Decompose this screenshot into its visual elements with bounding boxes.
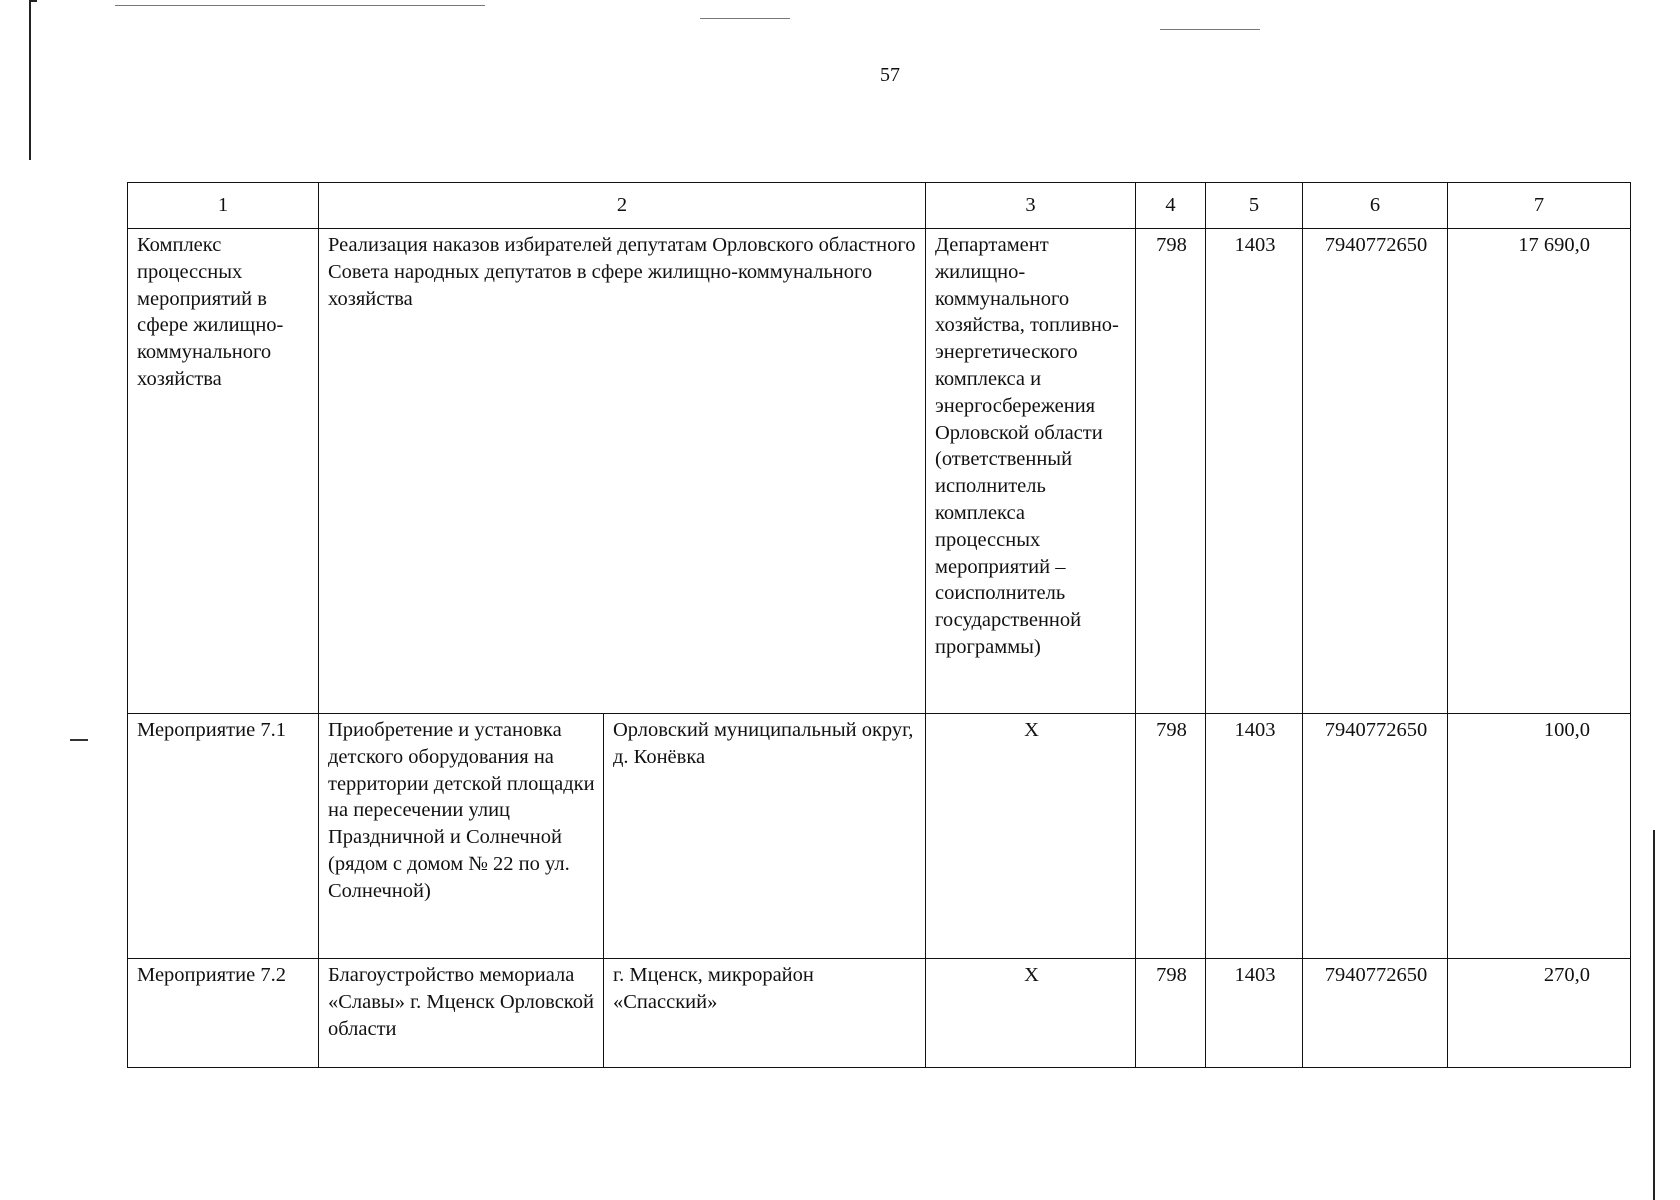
header-cell: 1 xyxy=(128,183,319,229)
measure-description-cell: Благоустройство мемориала «Славы» г. Мценск Орловской области xyxy=(319,959,604,1068)
header-cell: 2 xyxy=(319,183,926,229)
target-article-cell: 7940772650 xyxy=(1303,714,1448,959)
scan-mark xyxy=(70,739,88,741)
data-table xyxy=(127,182,1631,1068)
amount-cell: 270,0 xyxy=(1448,959,1631,1068)
target-article-cell: 7940772650 xyxy=(1303,959,1448,1068)
measure-name-cell: Мероприятие 7.1 xyxy=(128,714,319,959)
complex-name-cell: Комплекс процессных мероприятий в сфере жилищно-коммунального хозяйства xyxy=(128,229,319,714)
code-cell: 798 xyxy=(1136,714,1206,959)
header-row xyxy=(128,183,1631,229)
measure-location-cell: г. Мценск, микрорайон «Спасский» xyxy=(604,959,926,1068)
header-cell: 4 xyxy=(1136,183,1206,229)
section-cell: 1403 xyxy=(1206,714,1303,959)
scan-edge-top xyxy=(29,0,37,2)
table-row xyxy=(128,959,1631,1068)
section-cell: 1403 xyxy=(1206,959,1303,1068)
header-cell: 5 xyxy=(1206,183,1303,229)
executor-cell: Департамент жилищно-коммунального хозяйства, топливно-энергетического комплекса и энергосбережения Орловской области (ответственный исполнитель комплекса процессных мероприятий – соисполнитель государственной программы) xyxy=(926,229,1136,714)
header-cell: 3 xyxy=(926,183,1136,229)
measure-name-cell: Мероприятие 7.2 xyxy=(128,959,319,1068)
measure-description-cell: Приобретение и установка детского оборудования на территории детской площадки на пересечении улиц Праздничной и Солнечной (рядом с домом № 22 по ул. Солнечной) xyxy=(319,714,604,959)
target-article-cell: 7940772650 xyxy=(1303,229,1448,714)
header-cell: 7 xyxy=(1448,183,1631,229)
executor-cell: Х xyxy=(926,959,1136,1068)
amount-cell: 100,0 xyxy=(1448,714,1631,959)
amount-cell: 17 690,0 xyxy=(1448,229,1631,714)
scan-dash xyxy=(1160,29,1260,30)
section-cell: 1403 xyxy=(1206,229,1303,714)
scan-dash xyxy=(700,18,790,19)
scan-edge-left xyxy=(29,0,31,160)
scan-dash xyxy=(115,5,485,6)
scan-edge-right xyxy=(1653,830,1655,1200)
code-cell: 798 xyxy=(1136,959,1206,1068)
executor-cell: Х xyxy=(926,714,1136,959)
page-number: 57 xyxy=(880,64,900,86)
table-row xyxy=(128,714,1631,959)
table-row xyxy=(128,229,1631,714)
code-cell: 798 xyxy=(1136,229,1206,714)
measure-location-cell: Орловский муниципальный округ, д. Конёвка xyxy=(604,714,926,959)
complex-description-cell: Реализация наказов избирателей депутатам Орловского областного Совета народных депутатов в сфере жилищно-коммунального хозяйства xyxy=(319,229,926,714)
header-cell: 6 xyxy=(1303,183,1448,229)
